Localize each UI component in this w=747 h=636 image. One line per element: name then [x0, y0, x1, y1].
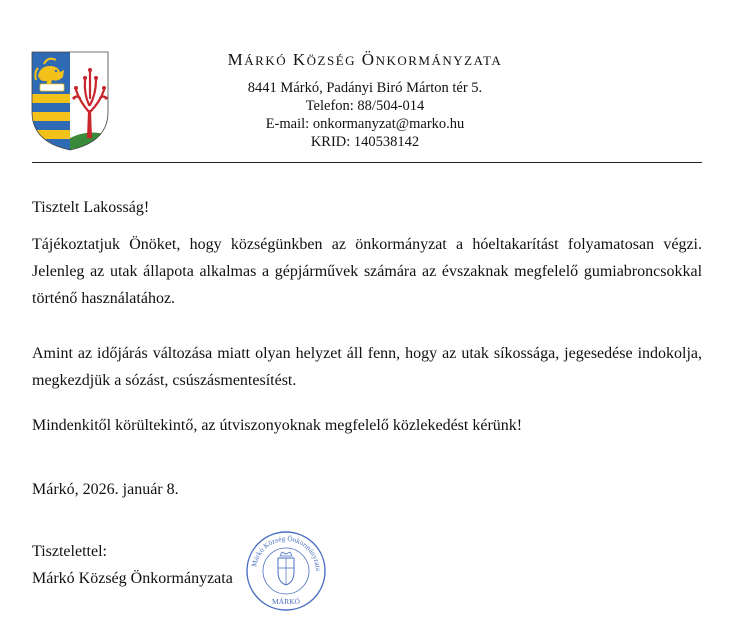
- paragraph-2-line-1: Amint az időjárás változása miatt olyan helyzet áll fenn, hogy az utak síkossága, jegesedése: [32, 345, 633, 362]
- paragraph-1-line-2: Jelenleg az utak állapota alkalmas a gépjárművek számára az évszaknak megfelelő: [32, 263, 579, 280]
- org-title-word-3: ÖNKORMÁNYZATA: [361, 50, 503, 69]
- greeting: Tisztelt Lakosság!: [32, 199, 150, 216]
- official-stamp-icon: [245, 530, 327, 612]
- paragraph-1: [32, 231, 702, 312]
- org-address: 8441 Márkó, Padányi Biró Márton tér 5.: [247, 80, 483, 96]
- org-title-word-2: KÖZSÉG: [292, 50, 357, 69]
- org-title-word-1: MÁRKÓ: [227, 50, 288, 69]
- org-email: E-mail: onkormanyzat@marko.hu: [265, 116, 465, 132]
- coat-of-arms-icon: [30, 50, 110, 152]
- org-phone: Telefon: 88/504-014: [305, 98, 425, 114]
- org-title: [130, 50, 600, 71]
- letterhead: [130, 50, 600, 151]
- header-divider: [32, 162, 702, 163]
- org-krid: KRID: 140538142: [310, 134, 420, 150]
- paragraph-3: Mindenkitől körültekintő, az útviszonyoknak megfelelő közlekedést kérünk!: [32, 417, 523, 434]
- letter-date: Márkó, 2026. január 8.: [32, 481, 179, 498]
- closing: Tisztelettel:: [32, 543, 107, 560]
- paragraph-1-line-3: gumiabroncsokkal történő használatához.: [32, 263, 703, 307]
- signer: Márkó Község Önkormányzata: [32, 570, 233, 587]
- stamp-ring-text: Márkó Község Önkormányzata: [250, 534, 323, 572]
- stamp-bottom-text: MÁRKÓ: [272, 597, 300, 606]
- paragraph-2-line-2: indokolja, megkezdjük a sózást, csúszásmentesítést.: [32, 345, 703, 389]
- paragraph-2: [32, 340, 702, 394]
- paragraph-1-line-1: Tájékoztatjuk Önöket, hogy községünkben az önkormányzat a hóeltakarítást folyamatosan végzi.: [32, 236, 702, 253]
